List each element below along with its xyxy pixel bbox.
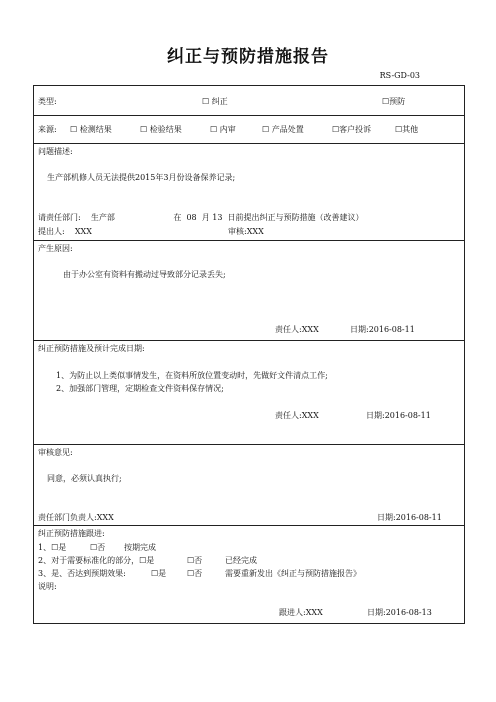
measures-date: 日期:2016-08-11 xyxy=(366,411,431,420)
review-text: 同意，必须认真执行; xyxy=(47,474,122,483)
followup-label: 纠正预防措施跟进: xyxy=(38,529,105,538)
followup-note-label: 说明: xyxy=(38,582,57,591)
type-label: 类型: xyxy=(38,97,57,106)
followup-line2-no[interactable]: ☐否 xyxy=(187,556,203,565)
followup-section xyxy=(34,526,464,623)
followup-line3-label: 3、是、否达到预期效果: xyxy=(38,569,126,578)
cause-responsible: 责任人:XXX xyxy=(275,325,319,334)
type-option-preventive[interactable]: ☐预防 xyxy=(382,97,406,106)
measure-item-2: 2、加强部门管理，定期检查文件资料保存情况; xyxy=(56,384,224,393)
followup-line2-yes[interactable]: 2、对于需要标准化的部分，☐是 xyxy=(38,556,155,565)
problem-section xyxy=(34,144,464,241)
review-dept-head: 责任部门负责人:XXX xyxy=(38,513,114,522)
source-option-audit[interactable]: ☐ 内审 xyxy=(210,125,236,134)
cause-text: 由于办公室有资料有搬动过导致部分记录丢失; xyxy=(63,270,226,279)
followup-follower: 跟进人:XXX xyxy=(279,608,323,617)
cause-label: 产生原因: xyxy=(38,244,73,253)
source-label: 来源: xyxy=(38,125,57,134)
page-title: 纠正与预防措施报告 xyxy=(167,47,329,67)
source-option-complaint[interactable]: ☐客户投诉 xyxy=(332,125,372,134)
followup-date: 日期:2016-08-13 xyxy=(367,608,432,617)
type-option-corrective[interactable]: ☐ 纠正 xyxy=(202,97,228,106)
measures-section xyxy=(34,341,464,445)
proposer: 提出人: XXX xyxy=(38,227,92,236)
measure-item-1: 1、为防止以上类似事情发生，在资料所放位置变动时，先做好文件清点工作; xyxy=(56,371,328,380)
source-row xyxy=(34,116,464,144)
document-code: RS-GD-03 xyxy=(379,71,420,80)
request-line: 请责任部门: 生产部 在 08 月 13 日前提出纠正与预防措施（改善建议） xyxy=(38,213,364,222)
type-row xyxy=(34,86,464,116)
cause-section xyxy=(34,241,464,341)
review-section xyxy=(34,445,464,526)
followup-line2-text: 已经完成 xyxy=(225,556,257,565)
followup-line1-yes[interactable]: 1、☐是 xyxy=(38,543,67,552)
measures-label: 纠正预防措施及预计完成日期: xyxy=(38,344,145,353)
source-option-inspection[interactable]: ☐ 检验结果 xyxy=(140,125,182,134)
followup-line3-yes[interactable]: ☐是 xyxy=(151,569,167,578)
review-date: 日期:2016-08-11 xyxy=(377,513,442,522)
problem-label: 问题描述: xyxy=(38,147,73,156)
followup-line3-no[interactable]: ☐否 xyxy=(187,569,203,578)
source-option-test[interactable]: ☐ 检测结果 xyxy=(70,125,112,134)
source-option-other[interactable]: ☐其他 xyxy=(395,125,419,134)
measures-responsible: 责任人:XXX xyxy=(275,411,319,420)
cause-date: 日期:2016-08-11 xyxy=(350,325,415,334)
followup-line1-text: 按期完成 xyxy=(124,543,156,552)
source-option-product[interactable]: ☐ 产品处置 xyxy=(262,125,304,134)
followup-line3-text: 需要重新发出《纠正与预防措施报告》 xyxy=(225,569,361,578)
report-form xyxy=(33,85,465,624)
followup-line1-no[interactable]: ☐否 xyxy=(90,543,106,552)
reviewer: 审核:XXX xyxy=(228,227,264,236)
problem-text: 生产部机修人员无法提供2015年3月份设备保养记录; xyxy=(47,173,236,182)
review-label: 审核意见: xyxy=(38,448,73,457)
